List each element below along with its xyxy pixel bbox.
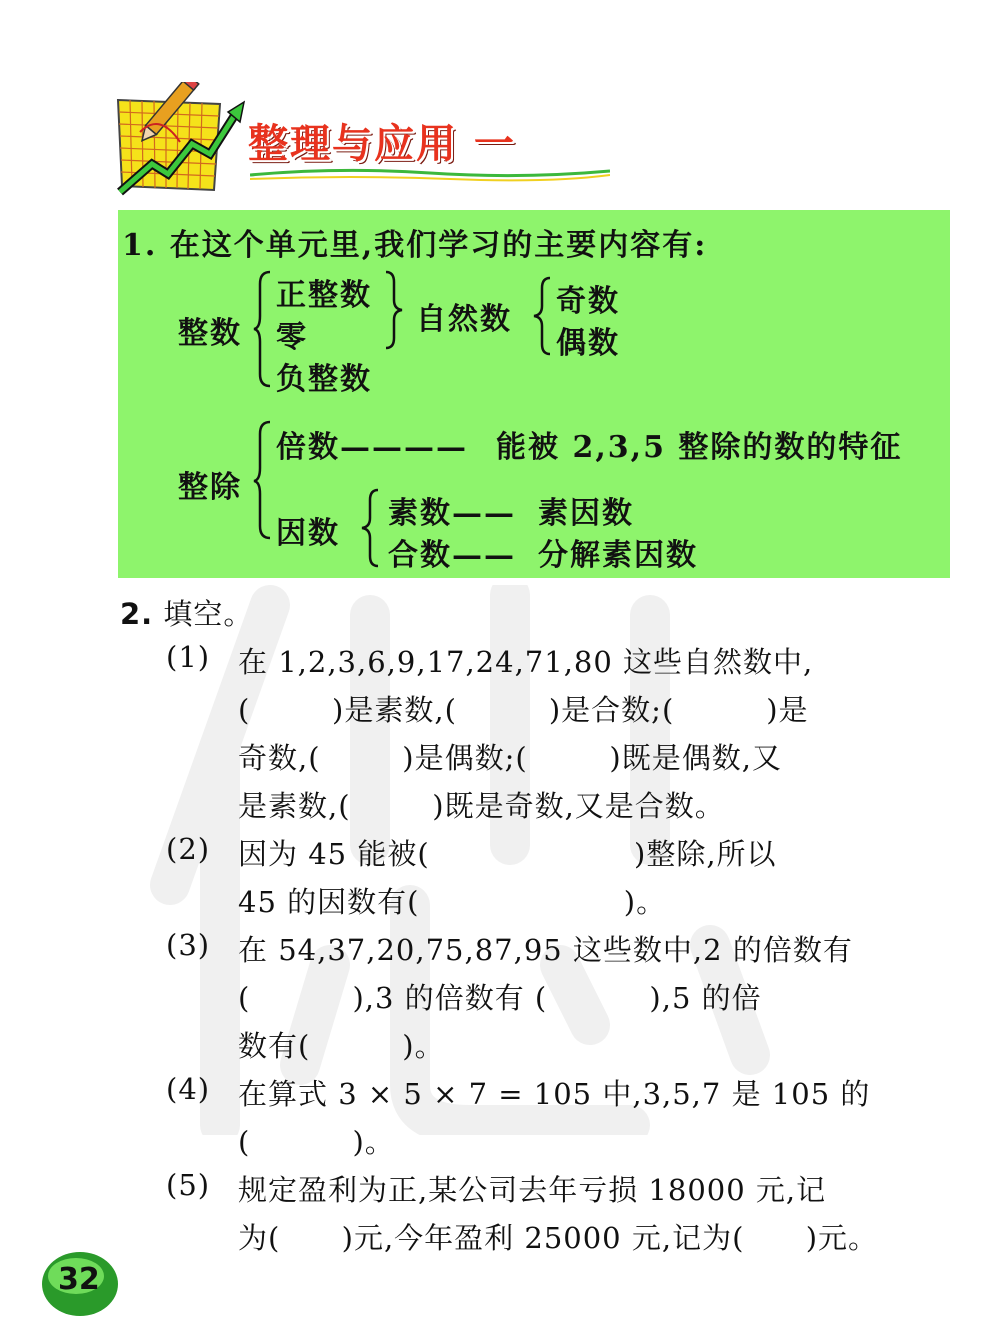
exercise-line: 为( )元,今年盈利 25000 元,记为( )元。 xyxy=(238,1221,879,1255)
exercise-line: ( )是素数,( )是合数;( )是 xyxy=(238,693,809,727)
factorization: 分解素因数 xyxy=(538,538,698,573)
multiple-feature: 能被 2,3,5 整除的数的特征 xyxy=(496,430,903,465)
exercise-line: 因为 45 能被( )整除,所以 xyxy=(238,837,777,871)
left-brace xyxy=(252,270,274,388)
composite: 合数—— xyxy=(388,538,516,573)
exercise-line: ( ),3 的倍数有 ( ),5 的倍 xyxy=(238,981,762,1015)
prime-factor: 素因数 xyxy=(538,496,634,531)
section2-heading: 2. 填空。 xyxy=(120,597,254,631)
left-brace xyxy=(252,420,274,540)
exercise-line: 45 的因数有( )。 xyxy=(238,885,667,919)
exercise-line: 在 1,2,3,6,9,17,24,71,80 这些自然数中, xyxy=(238,645,814,679)
chart-pencil-icon xyxy=(110,82,250,197)
item-index: (2) xyxy=(166,832,211,866)
odd-number: 奇数 xyxy=(556,284,620,319)
section2-heading-text xyxy=(122,592,252,633)
item-index: (1) xyxy=(166,640,211,674)
item-index: (4) xyxy=(166,1072,211,1106)
exercise-line: ( )。 xyxy=(238,1125,395,1159)
exercise-line: 数有( )。 xyxy=(238,1029,445,1063)
natural-number: 自然数 xyxy=(416,302,512,337)
left-brace xyxy=(532,276,552,356)
section1-heading: 1. 在这个单元里,我们学习的主要内容有: xyxy=(122,228,708,263)
zero: 零 xyxy=(276,320,308,355)
page-number: 32 xyxy=(58,1262,100,1297)
exercise-line: 在 54,37,20,75,87,95 这些数中,2 的倍数有 xyxy=(238,933,853,967)
exercise-line: 在算式 3 × 5 × 7 = 105 中,3,5,7 是 105 的 xyxy=(238,1077,871,1111)
item-index: (3) xyxy=(166,928,211,962)
integers-label: 整数 xyxy=(178,316,242,351)
title-underline xyxy=(250,165,610,185)
left-brace xyxy=(360,488,380,568)
prime: 素数—— xyxy=(388,496,516,531)
right-brace xyxy=(384,270,404,350)
exercise-line: 规定盈利为正,某公司去年亏损 18000 元,记 xyxy=(238,1173,827,1207)
exercise-line: 是素数,( )既是奇数,又是合数。 xyxy=(238,789,725,823)
multiple: 倍数———— xyxy=(276,430,468,465)
negative-integer: 负整数 xyxy=(276,362,372,397)
factor: 因数 xyxy=(276,516,340,551)
exercise-line: 奇数,( )是偶数;( )既是偶数,又 xyxy=(238,741,782,775)
item-index: (5) xyxy=(166,1168,211,1202)
summary-box xyxy=(118,210,950,578)
positive-integer: 正整数 xyxy=(276,278,372,313)
even-number: 偶数 xyxy=(556,326,620,361)
page-title: 整理与应用 一 xyxy=(248,121,516,167)
divisibility-label: 整除 xyxy=(178,470,242,505)
